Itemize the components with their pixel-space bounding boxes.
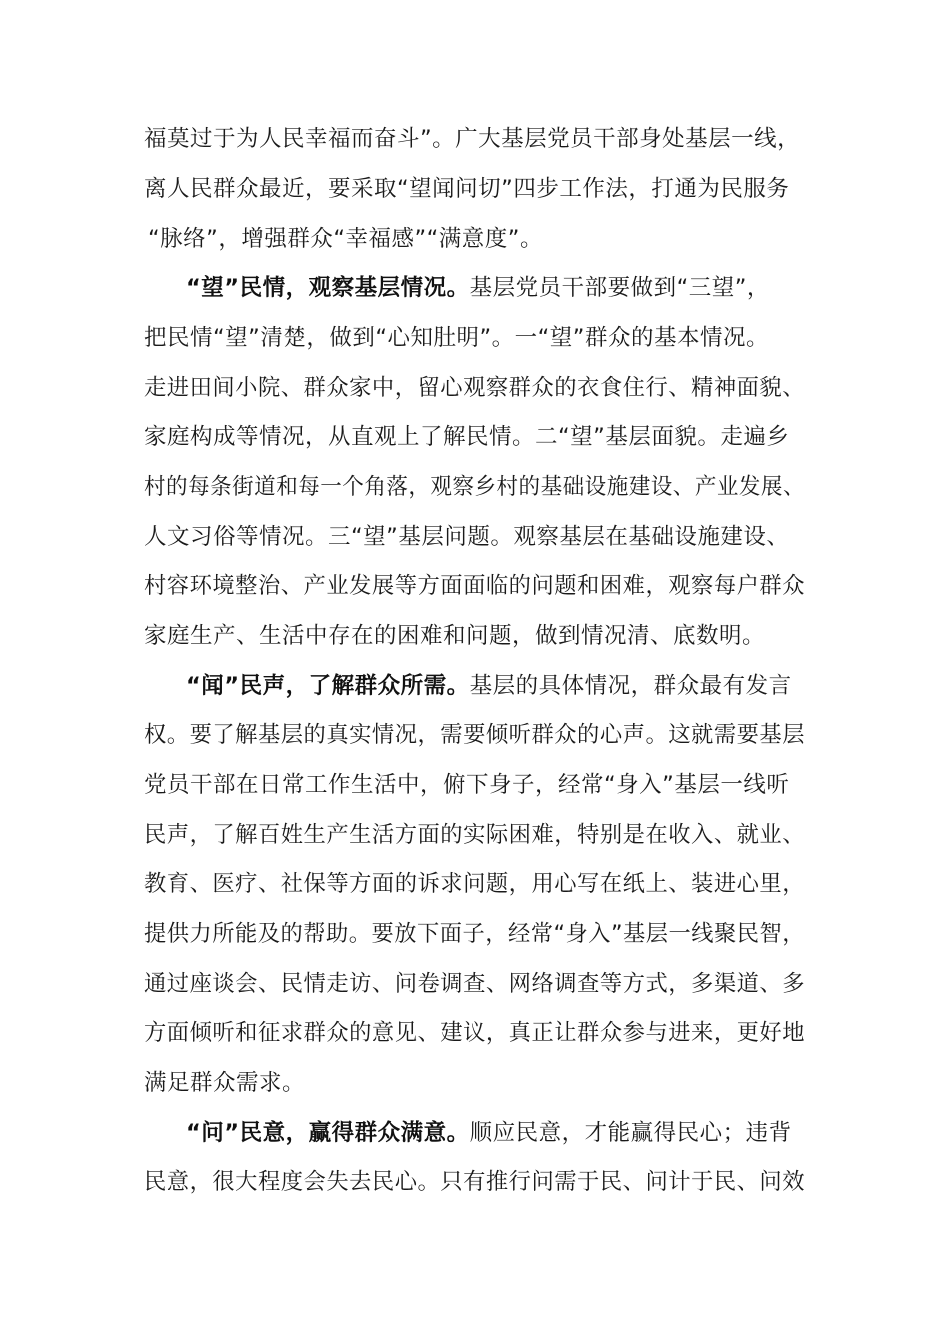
paragraph-line <box>144 373 805 403</box>
body-text: 走进田间小院、群众家中，留心观察群众的衣食住行、精神面貌、 <box>144 375 805 401</box>
paragraph-line <box>186 671 792 701</box>
body-text: 方面倾听和征求群众的意见、建议，真正让群众参与进来，更好地 <box>144 1020 805 1046</box>
body-text: 村的每条街道和每一个角落，观察乡村的基础设施建设、产业发展、 <box>144 474 805 500</box>
body-text: 党员干部在日常工作生活中，俯下身子，经常“身入”基层一线听 <box>144 772 790 798</box>
paragraph-line <box>144 422 789 452</box>
body-text: 村容环境整治、产业发展等方面面临的问题和困难，观察每户群众 <box>144 573 805 599</box>
bold-heading-text: “望”民情，观察基层情况。 <box>186 275 470 301</box>
body-text: 家庭生产、生活中存在的困难和问题，做到情况清、底数明。 <box>144 623 766 649</box>
body-text: 满足群众需求。 <box>144 1070 306 1096</box>
paragraph-line <box>144 1068 305 1098</box>
body-text: 顺应民意，才能赢得民心；违背 <box>469 1120 792 1146</box>
paragraph-line <box>144 1167 805 1197</box>
body-text: 权。要了解基层的真实情况，需要倾听群众的心声。这就需要基层 <box>144 722 805 748</box>
bold-heading-text: “问”民意，赢得群众满意。 <box>186 1120 470 1146</box>
body-text: 福莫过于为人民幸福而奋斗”。广大基层党员干部身处基层一线， <box>144 126 801 152</box>
paragraph-line <box>144 1018 805 1048</box>
paragraph-line <box>186 1118 792 1148</box>
body-text: 人文习俗等情况。三“望”基层问题。观察基层在基础设施建设、 <box>144 524 790 550</box>
bold-heading-text: “闻”民声，了解群众所需。 <box>186 673 470 699</box>
paragraph-line <box>144 522 789 552</box>
paragraph-line <box>144 919 805 949</box>
body-text: 基层党员干部要做到“三望”， <box>469 275 770 301</box>
paragraph-line <box>148 224 543 254</box>
body-text: 教育、医疗、社保等方面的诉求问题，用心写在纸上、装进心里， <box>144 871 805 897</box>
body-text: 提供力所能及的帮助。要放下面子，经常“身入”基层一线聚民智， <box>144 921 805 947</box>
body-text: “脉络”，增强群众“幸福感”“满意度”。 <box>148 226 543 252</box>
body-text: 通过座谈会、民情走访、问卷调查、网络调查等方式，多渠道、多 <box>144 971 805 997</box>
body-text: 基层的具体情况，群众最有发言 <box>469 673 792 699</box>
body-text: 离人民群众最近，要采取“望闻问切”四步工作法，打通为民服务 <box>144 176 790 202</box>
paragraph-line <box>144 869 805 899</box>
paragraph-line <box>144 820 805 850</box>
paragraph-line <box>144 472 805 502</box>
paragraph-line <box>144 770 789 800</box>
body-text: 民声，了解百姓生产生活方面的实际困难，特别是在收入、就业、 <box>144 822 805 848</box>
body-text: 民意，很大程度会失去民心。只有推行问需于民、问计于民、问效 <box>144 1169 805 1195</box>
paragraph-line <box>144 720 805 750</box>
paragraph-line <box>144 571 805 601</box>
paragraph-line <box>144 174 789 204</box>
paragraph-line <box>144 969 805 999</box>
paragraph-line <box>144 621 765 651</box>
body-text: 家庭构成等情况，从直观上了解民情。二“望”基层面貌。走遍乡 <box>144 424 790 450</box>
paragraph-line <box>186 273 770 303</box>
paragraph-line <box>144 124 800 154</box>
paragraph-line <box>144 323 769 353</box>
body-text: 把民情“望”清楚，做到“心知肚明”。一“望”群众的基本情况。 <box>144 325 769 351</box>
